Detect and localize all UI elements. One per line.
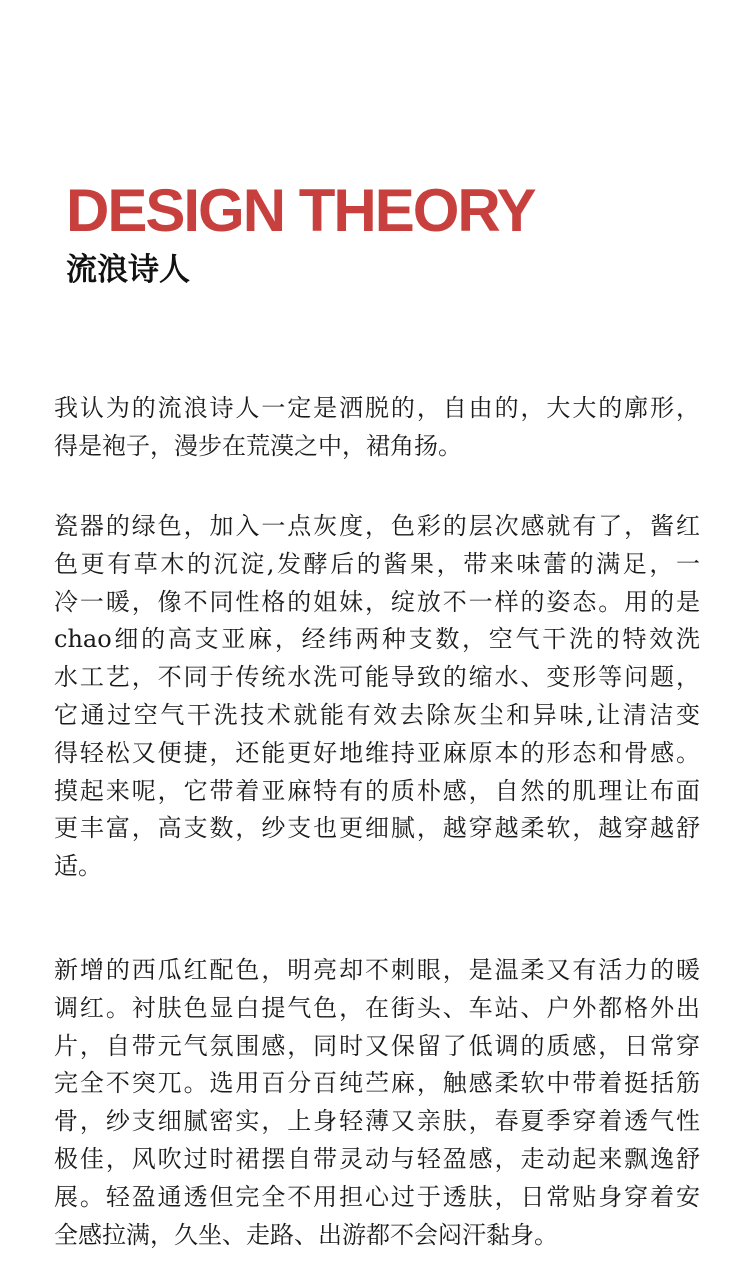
page-subtitle: 流浪诗人 — [66, 252, 190, 288]
text-line: 得轻松又便捷，还能更好地维持亚麻原本的形态和骨感。 — [54, 738, 700, 767]
text-line: 冷一暖，像不同性格的姐妹，绽放不一样的姿态。用的是 — [54, 587, 700, 616]
text-line: 骨，纱支细腻密实，上身轻薄又亲肤，春夏季穿着透气性 — [54, 1107, 700, 1136]
text-line: 极佳，风吹过时裙摆自带灵动与轻盈感，走动起来飘逸舒 — [54, 1144, 700, 1173]
text-line: 我认为的流浪诗人一定是洒脱的，自由的，大大的廓形， — [54, 394, 700, 422]
text-line: 摸起来呢，它带着亚麻特有的质朴感，自然的肌理让布面 — [54, 776, 700, 805]
text-line: 新增的西瓜红配色，明亮却不刺眼，是温柔又有活力的暖 — [54, 956, 700, 984]
text-line: 水工艺，不同于传统水洗可能导致的缩水、变形等问题， — [54, 663, 700, 692]
text-line: 完全不突兀。选用百分百纯苎麻，触感柔软中带着挺括筋 — [54, 1069, 700, 1098]
text-line: 得是袍子，漫步在荒漠之中，裙角扬。 — [54, 431, 462, 460]
text-line: 展。轻盈通透但完全不用担心过于透肤，日常贴身穿着安 — [54, 1182, 700, 1211]
text-line: 片，自带元气氛围感，同时又保留了低调的质感，日常穿 — [54, 1031, 700, 1060]
text-line: 适。 — [54, 852, 102, 881]
paragraph-1 — [54, 390, 700, 466]
text-line: 瓷器的绿色，加入一点灰度，色彩的层次感就有了，酱红 — [54, 512, 700, 540]
page-title: DESIGN THEORY — [66, 177, 535, 244]
text-line: chao细的高支亚麻，经纬两种支数，空气干洗的特效洗 — [54, 625, 700, 654]
text-line: 色更有草木的沉淀,发酵后的酱果，带来味蕾的满足，一 — [54, 549, 700, 578]
text-line: 全感拉满，久坐、走路、出游都不会闷汗黏身。 — [54, 1220, 558, 1249]
text-line: 更丰富，高支数，纱支也更细腻，越穿越柔软，越穿越舒 — [54, 814, 700, 843]
paragraph-2 — [54, 508, 700, 886]
text-line: 调红。衬肤色显白提气色，在街头、车站、户外都格外出 — [54, 993, 700, 1022]
text-line: 它通过空气干洗技术就能有效去除灰尘和异味,让清洁变 — [54, 700, 700, 729]
paragraph-3 — [54, 952, 700, 1254]
